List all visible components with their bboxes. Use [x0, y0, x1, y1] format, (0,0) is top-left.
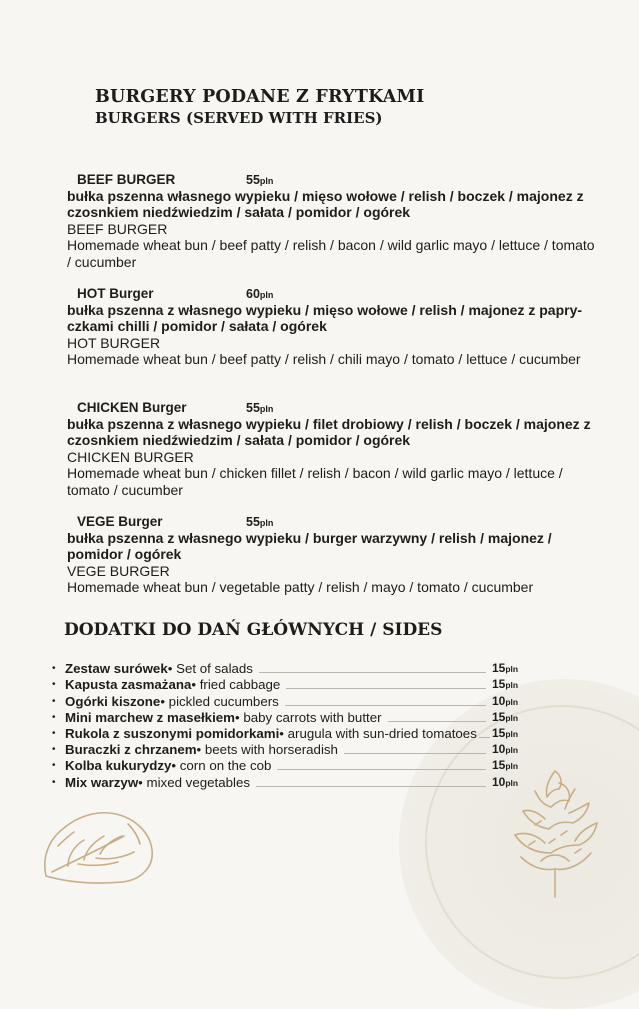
item-name-en: BEEF BURGER	[67, 220, 168, 237]
bullet: •	[52, 695, 56, 707]
sides-list	[52, 661, 522, 791]
bullet: •	[52, 744, 56, 756]
side-name-pl: Kapusta zasmażana	[65, 677, 192, 693]
item-price: 55pln	[246, 515, 274, 529]
leader-line	[479, 737, 490, 738]
side-name-en: • pickled cucumbers	[160, 693, 279, 709]
item-price: 55pln	[246, 173, 274, 187]
side-name-en: • mixed vegetables	[138, 774, 251, 790]
side-item	[52, 726, 522, 742]
side-name-en: • arugula with sun-dried tomatoes	[279, 725, 477, 741]
item-description-en: Homemade wheat bun / vegetable patty / relish / mayo / tomato / cucumber	[67, 579, 534, 596]
side-name-pl: Zestaw surówek	[65, 661, 168, 677]
leader-line	[286, 688, 486, 689]
side-name-en: • beets with horseradish	[196, 742, 338, 758]
bullet: •	[52, 711, 56, 723]
burgers-title-en: BURGERS (SERVED WITH FRIES)	[95, 109, 383, 127]
item-name-en: CHICKEN BURGER	[67, 448, 194, 465]
side-name-pl: Mini marchew z masełkiem	[65, 709, 235, 725]
cabbage-leaf-illustration	[38, 806, 158, 886]
side-item	[52, 758, 522, 774]
bullet: •	[52, 727, 56, 739]
item-name: BEEF BURGER	[77, 172, 176, 187]
side-name-en: • corn on the cob	[171, 758, 272, 774]
side-name-pl: Buraczki z chrzanem	[65, 742, 197, 758]
item-name: CHICKEN Burger	[77, 400, 187, 415]
side-name-pl: Mix warzyw	[65, 774, 139, 790]
side-name-pl: Ogórki kiszone	[65, 693, 161, 709]
burgers-title-pl: BURGERY PODANE Z FRYTKAMI	[95, 87, 425, 107]
side-name-pl: Rukola z suszonymi pomidorkami	[65, 725, 280, 741]
item-name-en: VEGE BURGER	[67, 562, 170, 579]
side-item	[52, 661, 522, 677]
item-description-en: Homemade wheat bun / beef patty / relish / bacon / wild garlic mayo / lettuce / tomato / cucumber	[67, 237, 595, 270]
item-description-en: Homemade wheat bun / beef patty / relish / chili mayo / tomato / lettuce / cucumber	[67, 351, 581, 368]
side-price: 10pln	[492, 742, 519, 757]
side-price: 15pln	[492, 661, 519, 676]
leader-line	[256, 786, 486, 787]
side-price: 15pln	[492, 758, 519, 773]
item-name-en: HOT BURGER	[67, 334, 161, 351]
side-price: 10pln	[492, 774, 519, 789]
side-name-en: • fried cabbage	[191, 677, 281, 693]
artichoke-illustration	[505, 765, 605, 899]
burgers-header	[95, 86, 425, 128]
leader-line	[344, 753, 486, 754]
bullet: •	[52, 663, 56, 675]
sides-title: DODATKI DO DAŃ GŁÓWNYCH / SIDES	[64, 620, 443, 640]
side-name-en: • Set of salads	[167, 661, 253, 677]
side-item	[52, 693, 522, 709]
side-price: 15pln	[492, 725, 519, 740]
bullet: •	[52, 679, 56, 691]
leader-line	[277, 769, 486, 770]
item-description-pl: bułka pszenna z własnego wypieku / burger warzywny / relish / majonez / pomidor / ogórek	[67, 530, 552, 563]
side-item	[52, 742, 522, 758]
bullet: •	[52, 776, 56, 788]
leader-line	[285, 705, 486, 706]
leader-line	[388, 721, 486, 722]
item-description-en: Homemade wheat bun / chicken fillet / relish / bacon / wild garlic mayo / lettuce / tomato / cucumber	[67, 465, 563, 498]
side-item	[52, 677, 522, 693]
side-name-en: • baby carrots with butter	[234, 709, 382, 725]
side-name-pl: Kolba kukurydzy	[65, 758, 172, 774]
side-item	[52, 774, 522, 790]
item-price: 55pln	[246, 401, 274, 415]
item-description-pl: bułka pszenna z własnego wypieku / mięso wołowe / relish / majonez z papry-czkami chilli / pomidor / sałata / ogórek	[67, 302, 583, 335]
bullet: •	[52, 760, 56, 772]
item-name: VEGE Burger	[77, 514, 163, 529]
side-price: 15pln	[492, 677, 519, 692]
leader-line	[259, 672, 486, 673]
item-description-pl: bułka pszenna własnego wypieku / mięso wołowe / relish / boczek / majonez z czosnkiem niedźwiedzim / sałata / pomidor / ogórek	[67, 188, 584, 221]
side-price: 10pln	[492, 693, 519, 708]
side-item	[52, 710, 522, 726]
item-description-pl: bułka pszenna z własnego wypieku / filet drobiowy / relish / boczek / majonez z czosnkiem niedźwiedzim / sałata / pomidor / ogórek	[67, 416, 591, 449]
item-price: 60pln	[246, 287, 274, 301]
side-price: 15pln	[492, 709, 519, 724]
item-name: HOT Burger	[77, 286, 154, 301]
